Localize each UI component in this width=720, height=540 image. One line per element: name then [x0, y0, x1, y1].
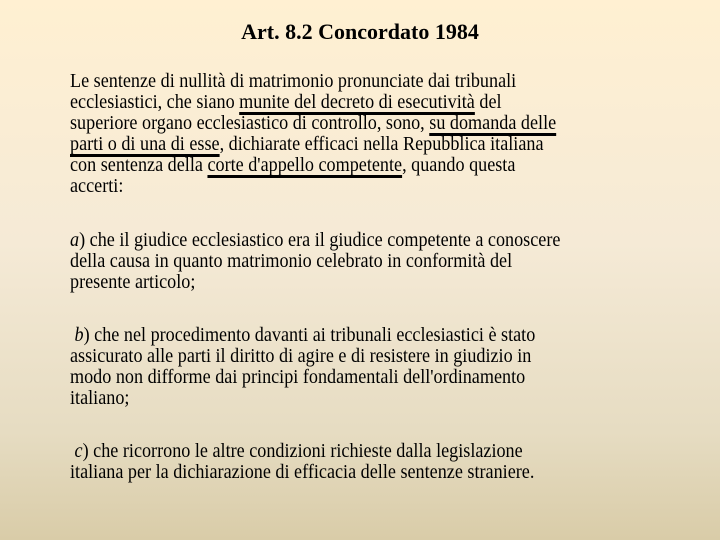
text-span: che nel procedimento davanti ai tribunali ecclesiastici è stato — [89, 325, 536, 346]
intro-line-1 — [70, 71, 684, 92]
clause-c — [70, 441, 684, 483]
text-span: Le sentenze di nullità di matrimonio pronunciate dai tribunali — [70, 71, 517, 92]
text-span: , dichiarate efficaci nella Repubblica italiana — [219, 134, 544, 155]
text-span: , quando questa — [402, 155, 516, 176]
clause-b — [70, 325, 684, 409]
clause-a-line-1 — [70, 230, 684, 251]
text-span: che ricorrono le altre condizioni richieste dalla legislazione — [88, 441, 523, 462]
underlined-phrase-decree: munite del decreto di esecutività — [239, 92, 475, 113]
clause-a-line-2: della causa in quanto matrimonio celebrato in conformità del — [70, 251, 513, 272]
intro-line-6 — [70, 176, 684, 197]
intro-paragraph — [70, 71, 684, 197]
intro-line-5 — [70, 155, 684, 176]
underlined-phrase-request: su domanda delle — [429, 113, 557, 134]
clause-b-line-1 — [70, 325, 684, 346]
clause-b-line-3: modo non difforme dai principi fondamentali dell'ordinamento — [70, 367, 526, 388]
intro-line-4 — [70, 134, 684, 155]
text-span: che il giudice ecclesiastico era il giudice competente a conoscere — [85, 230, 561, 251]
underlined-phrase-parties: parti o di una di esse — [70, 134, 220, 155]
clause-letter: a — [70, 230, 80, 251]
clause-letter: b — [74, 325, 84, 346]
text-span: superiore organo ecclesiastico di controllo, sono, — [70, 113, 430, 134]
clause-c-line-2: italiana per la dichiarazione di efficacia delle sentenze straniere. — [70, 462, 535, 483]
clause-b-line-2: assicurato alle parti il diritto di agire e di resistere in giudizio in — [70, 346, 532, 367]
intro-line-2 — [70, 92, 684, 113]
clause-b-line-4: italiano; — [70, 388, 130, 409]
clause-a-line-3: presente articolo; — [70, 272, 196, 293]
clause-letter: c — [74, 441, 83, 462]
text-span: ) — [79, 230, 86, 251]
text-span: ecclesiastici, che siano — [70, 92, 240, 113]
text-span: del — [474, 92, 502, 113]
text-span: ) — [83, 325, 90, 346]
page-title: Art. 8.2 Concordato 1984 — [241, 19, 479, 44]
intro-line-3 — [70, 113, 684, 134]
underlined-phrase-court: corte d'appello competente — [207, 155, 403, 176]
text-span: con sentenza della — [70, 155, 208, 176]
text-span: ) — [82, 441, 89, 462]
clause-c-line-1 — [70, 441, 684, 462]
clause-a — [70, 230, 684, 293]
text-span: accerti: — [70, 176, 124, 197]
